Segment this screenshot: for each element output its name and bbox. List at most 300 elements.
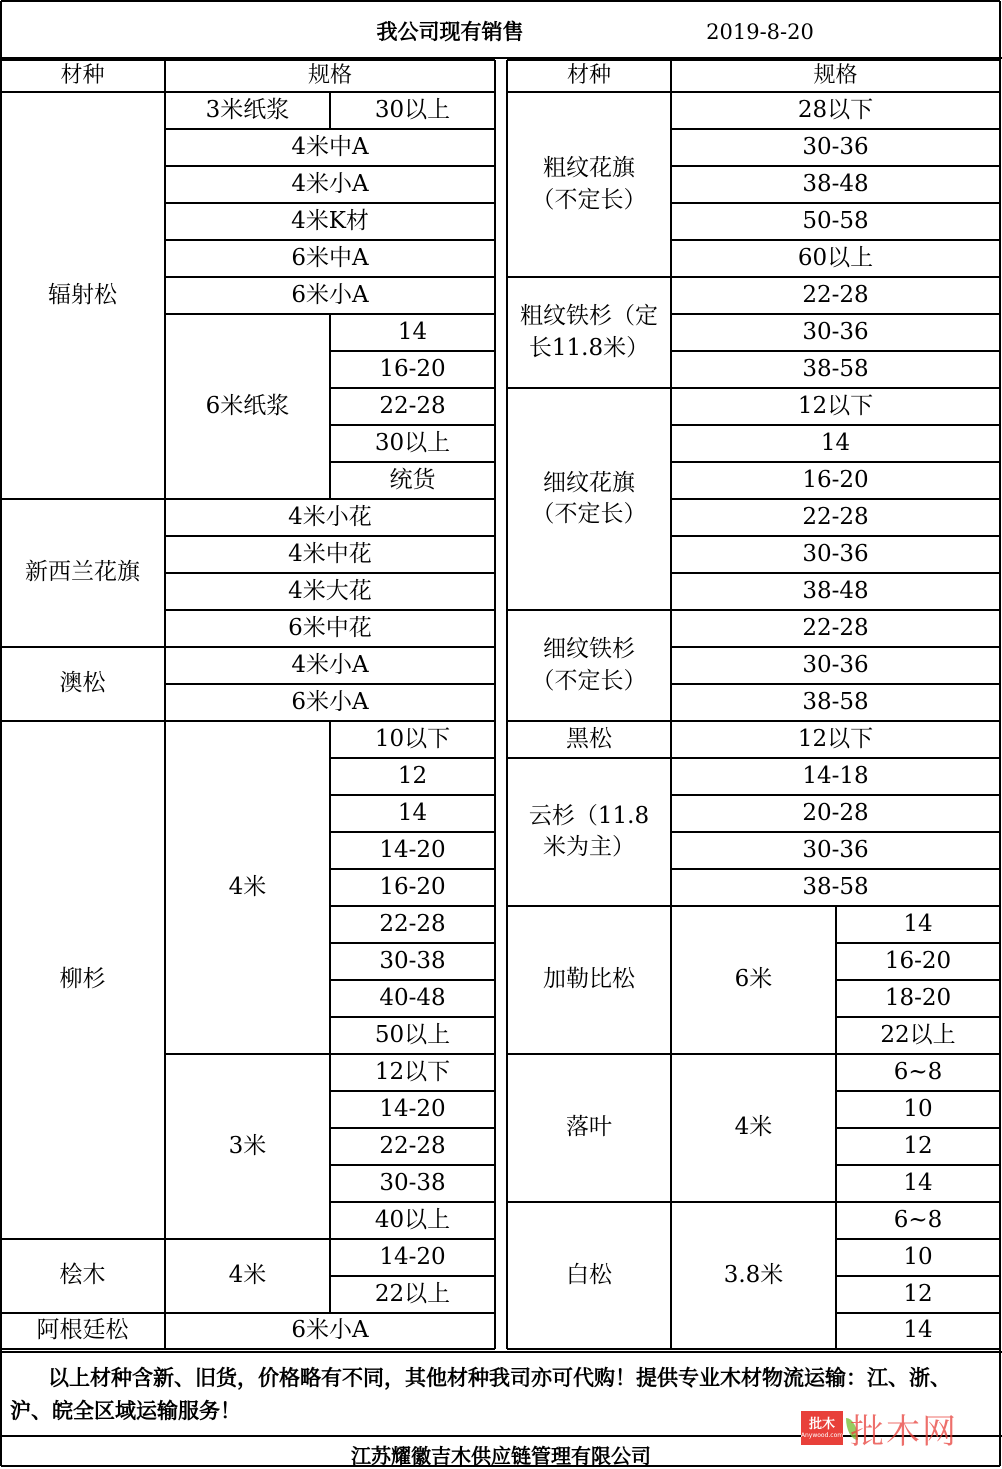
material-fine-douglas-fir: 细纹花旗 （不定长） <box>531 469 647 527</box>
grid-hline <box>165 165 495 167</box>
grid-vline <box>494 92 496 129</box>
grid-vline <box>494 684 496 721</box>
material-fine-hemlock: 细纹铁杉 （不定长） <box>531 636 647 694</box>
spec-cell: 22以上 <box>880 1021 956 1048</box>
spec-cell: 6米小A <box>291 1317 369 1344</box>
spec-cell: 30以上 <box>374 96 451 123</box>
grid-vline <box>670 647 672 684</box>
grid-vline <box>164 536 166 573</box>
grid-vline <box>164 240 166 277</box>
grid-hline <box>836 1201 1000 1203</box>
spec-cell: 4米小花 <box>288 503 372 530</box>
spec-cell: 60以上 <box>797 244 874 271</box>
grid-vline <box>670 92 672 129</box>
grid-vline <box>670 203 672 240</box>
grid-vline <box>164 60 166 92</box>
grid-hline <box>507 276 671 278</box>
grid-vline <box>506 721 508 758</box>
grid-hline <box>330 979 495 981</box>
spec-cell: 14-20 <box>379 836 446 863</box>
header-spec-left: 规格 <box>307 63 352 89</box>
length-cell: 4米 <box>734 1114 773 1141</box>
grid-vline <box>329 388 331 425</box>
grid-hline <box>165 609 495 611</box>
spec-cell: 12以下 <box>797 392 874 419</box>
spec-cell: 14-20 <box>379 1243 446 1270</box>
grid-hline <box>671 646 1000 648</box>
grid-vline <box>670 906 672 1054</box>
grid-vline <box>835 1202 837 1239</box>
grid-hline <box>330 1201 495 1203</box>
grid-hline <box>330 1053 495 1055</box>
material-black-pine: 黑松 <box>566 725 612 752</box>
grid-vline <box>329 462 331 499</box>
grid-vline <box>506 92 508 277</box>
grid-hline <box>330 720 495 722</box>
grid-hline <box>165 59 495 61</box>
grid-vline <box>164 92 166 129</box>
spec-cell: 12以下 <box>374 1058 451 1085</box>
spec-cell: 22-28 <box>802 503 869 530</box>
grid-hline <box>0 59 165 61</box>
grid-hline <box>0 1312 165 1314</box>
grid-hline <box>330 461 495 463</box>
grid-hline <box>671 831 1000 833</box>
spec-cell: 20-28 <box>802 799 869 826</box>
grid-hline <box>671 1201 836 1203</box>
grid-vline <box>0 1 2 1466</box>
material-liushan: 柳杉 <box>59 966 106 993</box>
grid-hline <box>330 1127 495 1129</box>
spec-cell: 6米中A <box>291 244 369 271</box>
grid-vline <box>506 758 508 906</box>
material-nz-fir: 新西兰花旗 <box>25 559 140 586</box>
spec-cell: 38-58 <box>802 873 869 900</box>
grid-vline <box>329 906 331 943</box>
grid-vline <box>494 1276 496 1313</box>
grid-hline <box>507 1201 671 1203</box>
grid-vline <box>494 425 496 462</box>
grid-vline <box>494 1239 496 1276</box>
grid-hline <box>836 1016 1000 1018</box>
grid-hline <box>165 535 495 537</box>
grid-vline <box>494 832 496 869</box>
grid-hline <box>165 239 495 241</box>
grid-vline <box>494 1313 496 1349</box>
spec-cell: 16-20 <box>884 947 952 974</box>
grid-hline <box>836 979 1000 981</box>
grid-hline <box>507 1053 671 1055</box>
grid-hline <box>165 276 495 278</box>
grid-hline <box>671 313 1000 315</box>
grid-vline <box>329 92 331 129</box>
length-cell: 4米 <box>228 873 267 900</box>
grid-hline <box>0 1351 1002 1353</box>
grid-vline <box>670 351 672 388</box>
grid-vline <box>670 795 672 832</box>
grid-vline <box>835 980 837 1017</box>
grid-vline <box>329 832 331 869</box>
grid-hline <box>507 91 671 93</box>
grid-hline <box>165 1238 330 1240</box>
spec-cell: 14-20 <box>379 1095 446 1122</box>
spec-cell: 18-20 <box>884 984 952 1011</box>
grid-vline <box>329 943 331 980</box>
grid-vline <box>835 1276 837 1313</box>
spec-cell: 12 <box>903 1132 933 1159</box>
spec-cell: 38-48 <box>802 577 869 604</box>
spec-cell: 22-28 <box>379 910 446 937</box>
grid-vline <box>164 1054 166 1239</box>
grid-hline <box>836 1090 1000 1092</box>
grid-hline <box>165 202 495 204</box>
spec-cell: 30-36 <box>802 836 869 863</box>
grid-hline <box>330 942 495 944</box>
spec-cell: 40以上 <box>374 1206 451 1233</box>
grid-vline <box>329 1054 331 1091</box>
grid-vline <box>164 1239 166 1313</box>
grid-vline <box>506 610 508 721</box>
grid-hline <box>330 831 495 833</box>
grid-vline <box>329 314 331 351</box>
grid-hline <box>671 757 1000 759</box>
spec-cell: 28以下 <box>797 96 874 123</box>
spec-cell: 38-48 <box>802 170 869 197</box>
grid-vline <box>506 1202 508 1349</box>
spec-cell: 30-36 <box>802 540 869 567</box>
spec-cell: 4米小A <box>291 651 369 678</box>
grid-vline <box>670 758 672 795</box>
grid-hline <box>507 905 671 907</box>
grid-vline <box>835 1091 837 1128</box>
spec-cell: 14 <box>903 1169 933 1196</box>
grid-vline <box>670 388 672 425</box>
notice-text: 以上材种含新、旧货，价格略有不同，其他材种我司亦可代购！提供专业木材物流运输：江、浙、沪、皖全区域运输服务！ <box>10 1366 951 1423</box>
spec-cell: 10以下 <box>374 725 451 752</box>
grid-vline <box>494 1017 496 1054</box>
grid-hline <box>507 1348 671 1350</box>
material-radiata-pine: 辐射松 <box>48 281 117 308</box>
grid-hline <box>507 59 671 61</box>
grid-vline <box>494 869 496 906</box>
sheet-date: 2019-8-20 <box>706 19 814 44</box>
spec-cell: 14 <box>903 1317 933 1344</box>
material-au-pine: 澳松 <box>59 670 106 697</box>
spec-cell: 50以上 <box>374 1021 451 1048</box>
company-name: 江苏耀徽吉木供应链管理有限公司 <box>351 1444 651 1468</box>
grid-hline <box>0 498 165 500</box>
grid-vline <box>835 906 837 943</box>
grid-vline <box>329 721 331 758</box>
grid-hline <box>671 905 836 907</box>
grid-vline <box>670 499 672 536</box>
grid-vline <box>670 721 672 758</box>
spec-cell: 30-36 <box>802 318 869 345</box>
grid-hline <box>330 1016 495 1018</box>
grid-hline <box>671 1053 836 1055</box>
grid-hline <box>836 1348 1000 1350</box>
grid-hline <box>165 91 330 93</box>
grid-vline <box>164 647 166 684</box>
grid-hline <box>330 1238 495 1240</box>
grid-vline <box>494 1128 496 1165</box>
grid-vline <box>329 1017 331 1054</box>
grid-vline <box>164 499 166 536</box>
grid-vline <box>835 1239 837 1276</box>
grid-hline <box>836 1053 1000 1055</box>
grid-vline <box>835 1017 837 1054</box>
grid-vline <box>329 869 331 906</box>
grid-hline <box>165 1312 495 1314</box>
spec-cell: 6米中花 <box>288 614 372 641</box>
length-cell: 3.8米 <box>723 1261 784 1288</box>
grid-hline <box>507 609 671 611</box>
spec-cell: 16-20 <box>802 466 869 493</box>
spec-cell: 14 <box>820 429 851 456</box>
grid-hline <box>671 350 1000 352</box>
grid-vline <box>670 869 672 906</box>
grid-hline <box>330 91 495 93</box>
grid-hline <box>330 757 495 759</box>
grid-vline <box>835 1165 837 1202</box>
grid-hline <box>836 1312 1000 1314</box>
material-guimu: 桧木 <box>59 1262 106 1289</box>
spec-cell: 10 <box>903 1243 933 1270</box>
grid-vline <box>494 462 496 499</box>
grid-vline <box>494 610 496 647</box>
grid-vline <box>670 60 672 92</box>
spec-cell: 50-58 <box>802 207 869 234</box>
material-caribbean-pine: 加勒比松 <box>543 966 635 993</box>
grid-hline <box>0 1348 165 1350</box>
material-spruce: 云杉（11.8 米为主） <box>528 802 650 860</box>
grid-vline <box>494 499 496 536</box>
grid-vline <box>329 1276 331 1313</box>
grid-hline <box>165 498 495 500</box>
grid-hline <box>671 91 1000 93</box>
material-coarse-douglas-fir: 粗纹花旗 （不定长） <box>531 155 647 213</box>
grid-vline <box>329 980 331 1017</box>
spec-cell: 14 <box>397 799 428 826</box>
grid-vline <box>329 1165 331 1202</box>
grid-hline <box>1 0 1000 2</box>
grid-hline <box>507 387 671 389</box>
length-cell: 3米 <box>228 1132 267 1159</box>
grid-vline <box>164 721 166 1054</box>
spec-cell: 30-38 <box>379 947 446 974</box>
grid-hline <box>330 1275 495 1277</box>
grid-hline <box>671 720 1000 722</box>
spec-cell: 4米K材 <box>291 207 369 234</box>
grid-vline <box>670 425 672 462</box>
grid-hline <box>836 1238 1000 1240</box>
grid-hline <box>671 165 1000 167</box>
spec-cell: 22-28 <box>802 281 869 308</box>
length-cell: 6米纸浆 <box>205 392 290 419</box>
grid-vline <box>494 129 496 166</box>
length-cell: 4米 <box>228 1262 267 1289</box>
grid-vline <box>494 647 496 684</box>
grid-vline <box>164 203 166 240</box>
watermark-badge-sub: Anywood.com <box>800 1431 844 1439</box>
grid-vline <box>670 1054 672 1202</box>
grid-hline <box>671 424 1000 426</box>
grid-vline <box>670 684 672 721</box>
grid-vline <box>494 906 496 943</box>
grid-vline <box>506 388 508 610</box>
grid-vline <box>329 1239 331 1276</box>
grid-vline <box>494 536 496 573</box>
grid-vline <box>329 425 331 462</box>
grid-hline <box>165 1053 330 1055</box>
grid-vline <box>164 166 166 203</box>
spec-cell: 统货 <box>389 466 436 493</box>
grid-hline <box>0 646 165 648</box>
grid-vline <box>506 60 508 92</box>
grid-vline <box>494 1202 496 1239</box>
grid-vline <box>670 314 672 351</box>
spec-cell: 4米中A <box>291 133 369 160</box>
spec-cell: 14-18 <box>802 762 869 789</box>
spec-cell: 40-48 <box>379 984 446 1011</box>
grid-vline <box>164 1313 166 1349</box>
grid-vline <box>164 314 166 499</box>
grid-vline <box>835 1313 837 1349</box>
grid-vline <box>494 758 496 795</box>
spec-cell: 6米小A <box>291 688 369 715</box>
grid-hline <box>165 313 330 315</box>
grid-hline <box>330 313 495 315</box>
grid-vline <box>670 129 672 166</box>
grid-vline <box>670 1202 672 1349</box>
grid-vline <box>506 906 508 1054</box>
grid-vline <box>329 351 331 388</box>
grid-vline <box>494 943 496 980</box>
grid-hline <box>836 905 1000 907</box>
spec-cell: 6~8 <box>893 1058 943 1085</box>
grid-hline <box>507 757 671 759</box>
spec-cell: 6~8 <box>893 1206 943 1233</box>
grid-hline <box>330 905 495 907</box>
grid-hline <box>671 202 1000 204</box>
watermark-logo <box>801 1411 843 1445</box>
grid-hline <box>671 609 1000 611</box>
spec-cell: 12以下 <box>797 725 874 752</box>
header-material-left: 材种 <box>60 63 105 89</box>
length-cell: 6米 <box>734 966 773 993</box>
grid-vline <box>494 721 496 758</box>
grid-vline <box>329 1202 331 1239</box>
spec-cell: 6米小A <box>291 281 369 308</box>
grid-hline <box>671 868 1000 870</box>
spec-cell: 4米大花 <box>288 577 372 604</box>
grid-vline <box>494 795 496 832</box>
watermark-text: 批木网 <box>850 1412 958 1452</box>
grid-hline <box>671 276 1000 278</box>
grid-vline <box>329 795 331 832</box>
grid-hline <box>165 683 495 685</box>
grid-hline <box>671 461 1000 463</box>
grid-hline <box>330 1090 495 1092</box>
grid-hline <box>671 535 1000 537</box>
grid-hline <box>165 572 495 574</box>
grid-hline <box>330 387 495 389</box>
spec-cell: 12 <box>903 1280 933 1307</box>
grid-vline <box>494 240 496 277</box>
grid-hline <box>165 1348 495 1350</box>
grid-hline <box>671 498 1000 500</box>
grid-hline <box>330 1164 495 1166</box>
grid-vline <box>164 573 166 610</box>
grid-hline <box>671 794 1000 796</box>
grid-hline <box>330 868 495 870</box>
grid-vline <box>329 758 331 795</box>
grid-vline <box>494 388 496 425</box>
spec-cell: 38-58 <box>802 688 869 715</box>
grid-hline <box>671 128 1000 130</box>
spec-cell: 22-28 <box>802 614 869 641</box>
grid-vline <box>164 277 166 314</box>
grid-vline <box>670 832 672 869</box>
watermark-badge-text: 批木 <box>808 1416 835 1432</box>
grid-hline <box>330 794 495 796</box>
grid-vline <box>835 1128 837 1165</box>
sheet-title: 我公司现有销售 <box>376 19 524 44</box>
spec-cell: 16-20 <box>379 355 446 382</box>
header-spec-right: 规格 <box>813 63 858 89</box>
grid-vline <box>494 1054 496 1091</box>
grid-vline <box>670 573 672 610</box>
grid-hline <box>671 59 1000 61</box>
spec-cell: 30-36 <box>802 133 869 160</box>
grid-vline <box>494 166 496 203</box>
grid-hline <box>330 424 495 426</box>
grid-hline <box>671 239 1000 241</box>
material-larch: 落叶 <box>566 1114 612 1141</box>
spec-cell: 14 <box>397 318 428 345</box>
grid-vline <box>494 277 496 314</box>
grid-vline <box>835 1054 837 1091</box>
grid-hline <box>836 1275 1000 1277</box>
grid-vline <box>670 240 672 277</box>
spec-cell: 22-28 <box>379 392 446 419</box>
grid-vline <box>494 60 496 92</box>
grid-vline <box>494 314 496 351</box>
grid-vline <box>506 1054 508 1202</box>
grid-hline <box>0 720 165 722</box>
spec-cell: 10 <box>903 1095 933 1122</box>
spec-cell: 22-28 <box>379 1132 446 1159</box>
grid-hline <box>671 387 1000 389</box>
grid-vline <box>494 573 496 610</box>
spec-cell: 14 <box>903 910 933 937</box>
material-coarse-hemlock: 粗纹铁杉（定 长11.8米） <box>520 303 658 361</box>
grid-hline <box>671 1348 836 1350</box>
grid-vline <box>835 943 837 980</box>
grid-vline <box>670 610 672 647</box>
grid-vline <box>506 277 508 388</box>
spec-cell: 4米中花 <box>288 540 372 567</box>
grid-vline <box>329 1091 331 1128</box>
spec-cell: 4米小A <box>291 170 369 197</box>
grid-hline <box>836 1127 1000 1129</box>
spec-cell: 3米纸浆 <box>205 96 290 123</box>
grid-vline <box>494 1165 496 1202</box>
grid-hline <box>836 1164 1000 1166</box>
header-material-right: 材种 <box>566 63 611 89</box>
spec-cell: 38-58 <box>802 355 869 382</box>
spec-cell: 30-38 <box>379 1169 446 1196</box>
